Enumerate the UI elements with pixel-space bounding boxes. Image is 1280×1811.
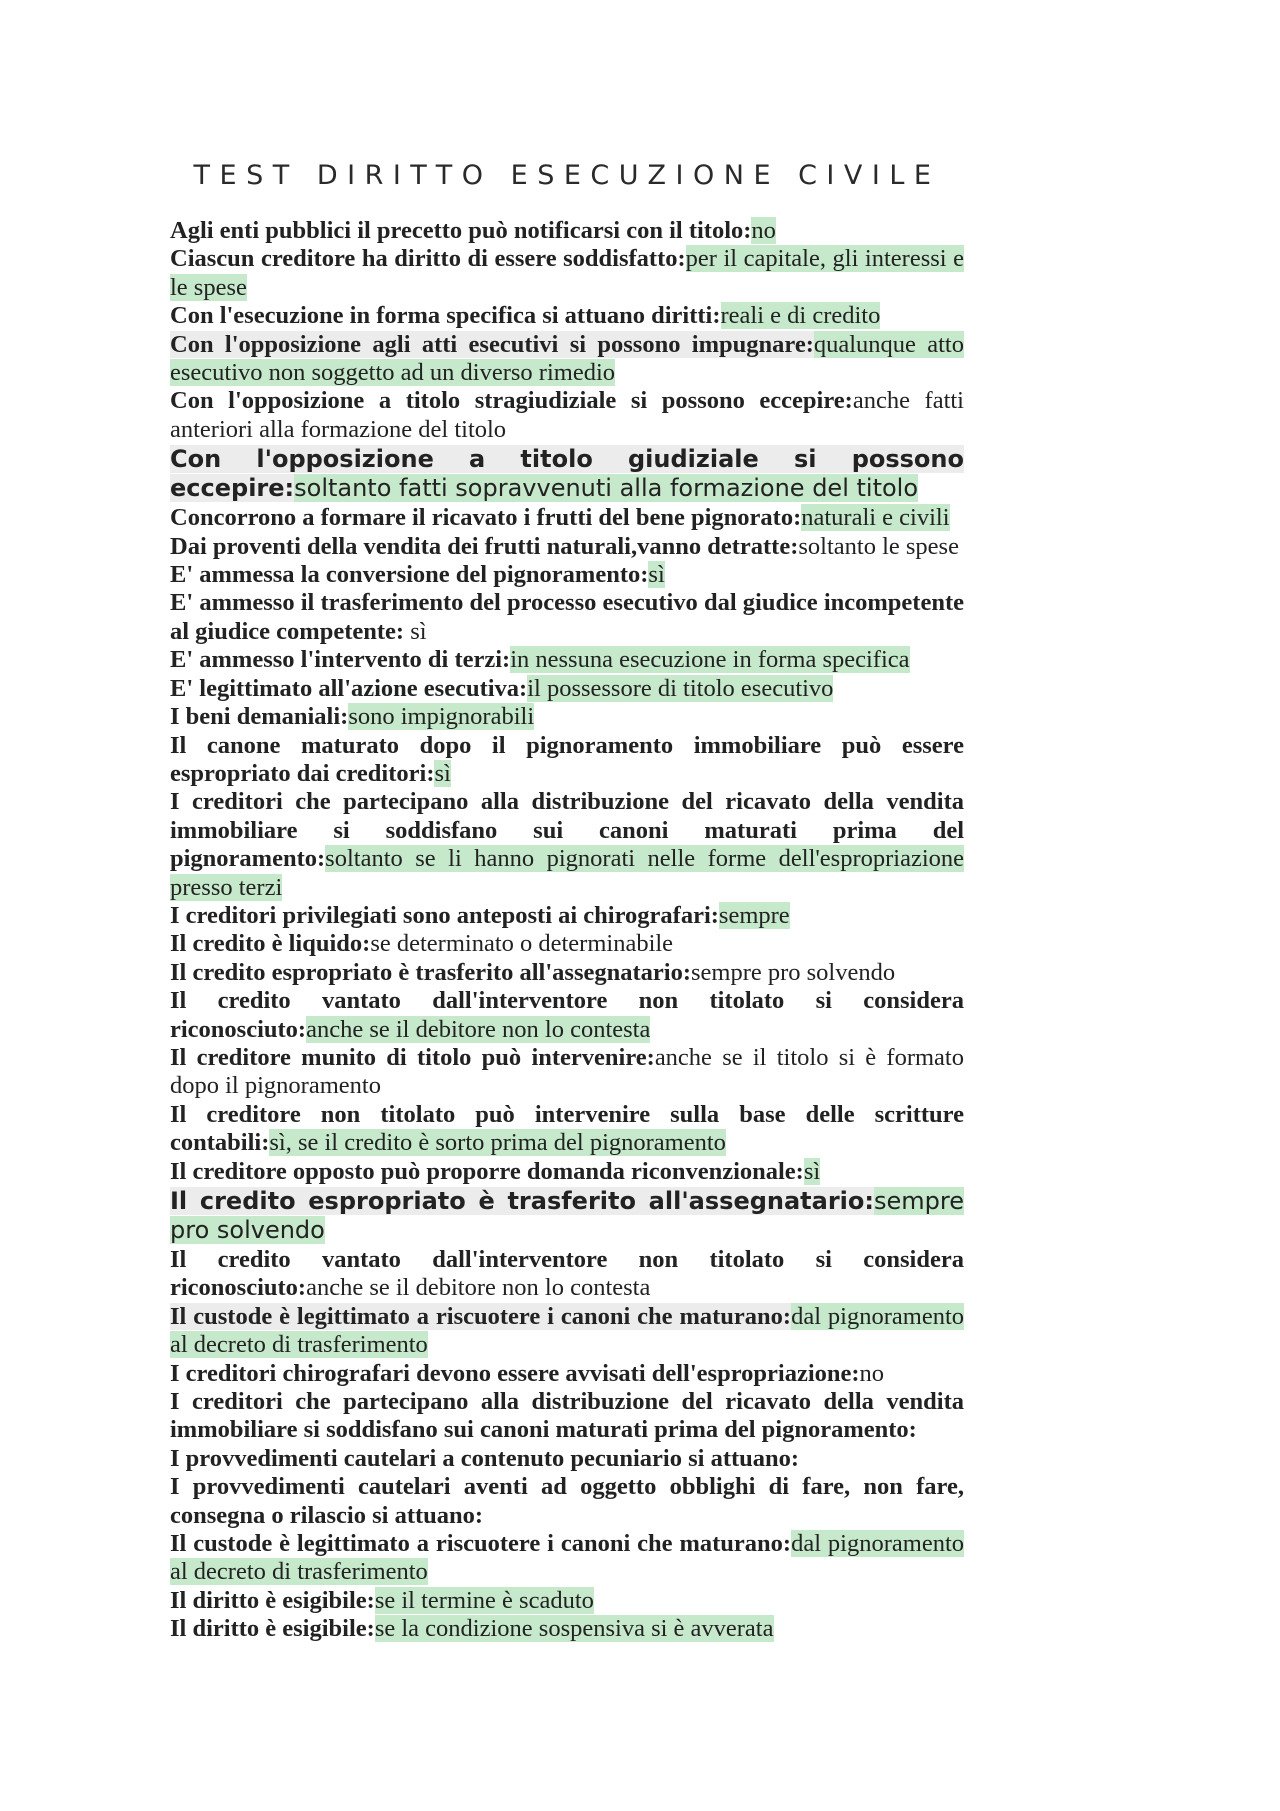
question: E' ammesso l'intervento di terzi: — [170, 646, 511, 674]
qa-item — [170, 302, 964, 330]
question: Il credito espropriato è trasferito all'assegnatario: — [170, 1187, 874, 1215]
qa-item — [170, 1530, 964, 1587]
answer: sì — [434, 759, 451, 787]
answer: qualunque atto esecutivo non soggetto ad un diverso rimedio — [170, 330, 964, 387]
question: Dai proventi della vendita dei frutti naturali,vanno detratte: — [170, 532, 799, 560]
qa-item — [170, 1388, 964, 1445]
question: E' ammesso il trasferimento del processo esecutivo dal giudice incompetente al giudice competente: — [170, 589, 964, 645]
answer: sono impignorabili — [348, 703, 535, 731]
question: Il diritto è esigibile: — [170, 1615, 375, 1643]
answer: sempre — [718, 901, 790, 929]
page-title: TEST DIRITTO ESECUZIONE CIVILE — [193, 160, 941, 191]
answer: sì, se il credito è sorto prima del pignoramento — [269, 1129, 726, 1157]
question: Con l'opposizione a titolo giudiziale si possono eccepire: — [170, 445, 964, 503]
qa-item — [170, 732, 964, 789]
qa-item — [170, 987, 964, 1044]
answer: anche se il titolo si è formato dopo il pignoramento — [170, 1043, 964, 1100]
qa-item — [170, 245, 964, 302]
question: Il credito vantato dall'interventore non titolato si considera riconosciuto: — [170, 1246, 964, 1302]
answer: in nessuna esecuzione in forma specifica — [510, 646, 910, 674]
question: E' legittimato all'azione esecutiva: — [170, 674, 528, 702]
answer: per il capitale, gli interessi e le spese — [170, 245, 964, 301]
qa-item — [170, 1303, 964, 1360]
qa-item — [170, 331, 964, 388]
qa-item — [170, 1587, 964, 1615]
answer: anche fatti anteriori alla formazione del titolo — [170, 387, 964, 443]
question: Il credito vantato dall'interventore non titolato si considera riconosciuto: — [170, 987, 964, 1043]
qa-item — [170, 675, 964, 703]
question: Il custode è legittimato a riscuotere i canoni che maturano: — [170, 1302, 792, 1330]
answer: dal pignoramento al decreto di trasferimento — [170, 1530, 964, 1586]
question: Agli enti pubblici il precetto può notificarsi con il titolo: — [170, 217, 752, 244]
answer: anche se il debitore non lo contesta — [306, 1015, 651, 1043]
question: Il credito espropriato è trasferito all'assegnatario: — [170, 958, 691, 986]
qa-item — [170, 504, 964, 532]
question: Il creditore opposto può proporre domanda riconvenzionale: — [170, 1157, 804, 1185]
question: I provvedimenti cautelari a contenuto pecuniario si attuano: — [170, 1444, 800, 1472]
answer: no — [859, 1359, 885, 1387]
answer: dal pignoramento al decreto di trasferimento — [170, 1302, 964, 1359]
qa-item — [170, 444, 964, 504]
question: Con l'opposizione agli atti esecutivi si possono impugnare: — [170, 330, 814, 358]
question: Il diritto è esigibile: — [170, 1586, 375, 1614]
answer: sì — [803, 1157, 821, 1185]
document-page — [170, 160, 964, 1644]
answer: il possessore di titolo esecutivo — [527, 674, 834, 702]
qa-item — [170, 788, 964, 902]
qa-item — [170, 1445, 964, 1473]
qa-item — [170, 217, 964, 245]
qa-item — [170, 1473, 964, 1530]
qa-item — [170, 1158, 964, 1186]
answer: se determinato o determinabile — [370, 930, 674, 958]
answer: se la condizione sospensiva si è avverata — [374, 1615, 774, 1643]
qa-item — [170, 533, 964, 561]
qa-item — [170, 703, 964, 731]
question: I creditori che partecipano alla distribuzione del ricavato della vendita immobiliare si soddisfano sui canoni maturati prima del pignoramento: — [170, 1388, 964, 1444]
question: I provvedimenti cautelari aventi ad oggetto obblighi di fare, non fare, consegna o rilascio si attuano: — [170, 1473, 964, 1529]
qa-item — [170, 1186, 964, 1246]
answer: soltanto fatti sopravvenuti alla formazione del titolo — [294, 474, 919, 503]
qa-item — [170, 902, 964, 930]
question: I creditori chirografari devono essere avvisati dell'espropriazione: — [170, 1359, 860, 1387]
question: Il canone maturato dopo il pignoramento immobiliare può essere espropriato dai creditori: — [170, 731, 964, 787]
answer: sempre pro solvendo — [690, 958, 896, 986]
qa-item — [170, 1615, 964, 1643]
answer: no — [751, 217, 776, 244]
answer: sì — [648, 561, 665, 589]
question: I creditori privilegiati sono anteposti ai chirografari: — [170, 901, 719, 929]
qa-item — [170, 1246, 964, 1303]
answer: sempre pro solvendo — [170, 1187, 964, 1244]
question: Il creditore non titolato può intervenire sulla base delle scritture contabili: — [170, 1100, 964, 1157]
qa-item — [170, 959, 964, 987]
qa-item — [170, 930, 964, 958]
answer: se il termine è scaduto — [374, 1586, 594, 1614]
qa-item — [170, 561, 964, 589]
answer: soltanto le spese — [798, 532, 959, 560]
question: Con l'opposizione a titolo stragiudiziale si possono eccepire: — [170, 387, 853, 415]
qa-item — [170, 1044, 964, 1101]
qa-item — [170, 1360, 964, 1388]
qa-item — [170, 1101, 964, 1158]
question: Il creditore munito di titolo può intervenire: — [170, 1043, 655, 1071]
question: I beni demaniali: — [170, 703, 349, 731]
question: Ciascun creditore ha diritto di essere soddisfatto: — [170, 245, 686, 273]
answer: reali e di credito — [720, 302, 881, 330]
qa-item — [170, 387, 964, 444]
question: Il custode è legittimato a riscuotere i canoni che maturano: — [170, 1530, 792, 1558]
answer: soltanto se li hanno pignorati nelle forme dell'espropriazione presso terzi — [170, 845, 964, 901]
qa-item — [170, 646, 964, 674]
question: Concorrono a formare il ricavato i frutti del bene pignorato: — [170, 504, 802, 532]
question: Con l'esecuzione in forma specifica si attuano diritti: — [170, 302, 721, 330]
answer: naturali e civili — [801, 504, 950, 532]
question: Il credito è liquido: — [170, 930, 371, 958]
question: I creditori che partecipano alla distribuzione del ricavato della vendita immobiliare si soddisfano sui canoni maturati prima del pignoramento: — [170, 788, 964, 873]
qa-item — [170, 589, 964, 646]
answer: sì — [404, 617, 427, 645]
answer: anche se il debitore non lo contesta — [306, 1274, 651, 1302]
question: E' ammessa la conversione del pignoramento: — [170, 561, 649, 589]
